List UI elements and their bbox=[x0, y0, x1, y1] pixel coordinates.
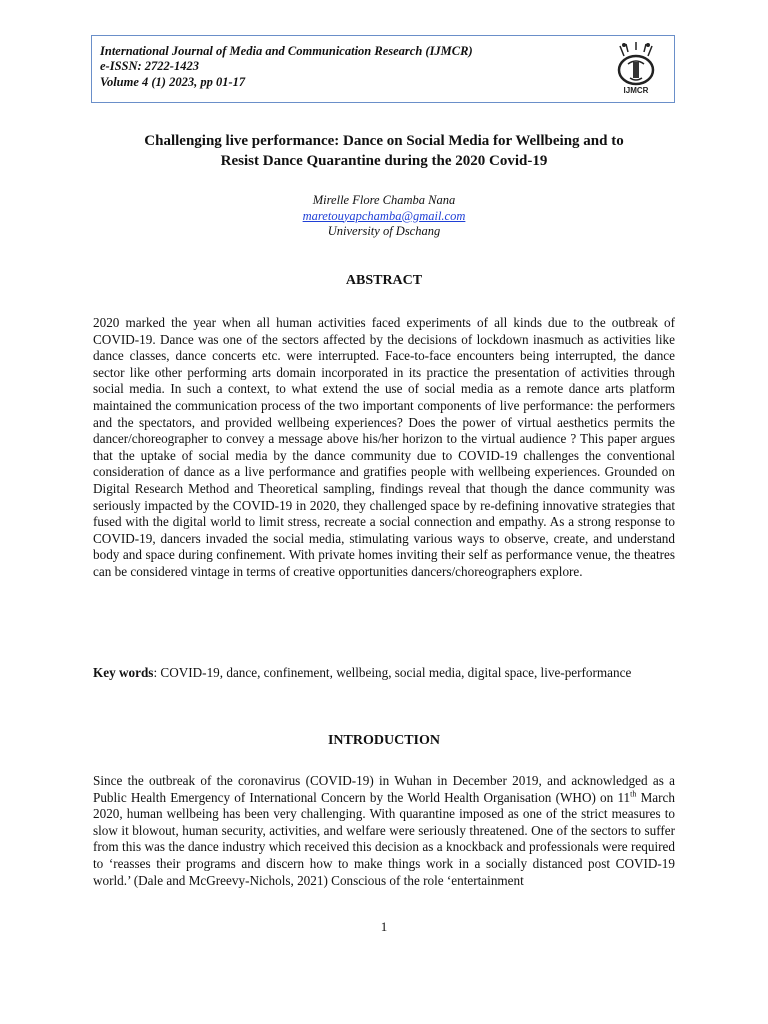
paper-title-line-2: Resist Dance Quarantine during the 2020 Covid-19 bbox=[220, 153, 548, 169]
introduction-text-part-2: March 2020, human wellbeing has been very challenging. With quarantine imposed as one of the strict measures to slow it blowout, human security, activities, and welfare were seriously threatened. One of the sectors to suffer from this was the dance industry which received this decision as a knockback and professionals were required to ‘reasses their programs and discern how to make things work in a socially distanced post COVID-19 world.’ (Dale and McGreevy-Nichols, 2021) Conscious of the role ‘entertainment bbox=[93, 789, 675, 888]
journal-name: International Journal of Media and Communication Research (IJMCR) bbox=[100, 44, 473, 58]
ordinal-superscript: th bbox=[630, 789, 637, 799]
introduction-heading: INTRODUCTION bbox=[327, 733, 440, 748]
page-number: 1 bbox=[380, 919, 388, 934]
paper-title-line-1: Challenging live performance: Dance on Social Media for Wellbeing and to bbox=[144, 133, 624, 149]
journal-logo bbox=[606, 40, 666, 98]
author-block bbox=[200, 193, 568, 240]
keywords-label: Key words bbox=[93, 665, 154, 680]
journal-issn: e-ISSN: 2722-1423 bbox=[100, 59, 199, 73]
author-email-link[interactable]: maretouyapchamba@gmail.com bbox=[302, 208, 466, 223]
abstract-paragraph: 2020 marked the year when all human activities faced experiments of all kinds due to the outbreak of COVID-19. Dance was one of the sectors affected by the decisions of lockdown inasmuch as activities like dance classes, dance concerts etc. were interrupted. Face-to-face encounters being interrupted, the dance sector like other performing arts domain incorporated in its practice the presentation of activities through social media. In such a context, to what extend the use of social media as a remote dance arts platform maintained the communication process of the two important components of live performance: the performers and the spectators, and provided wellbeing experiences? Does the power of virtual aesthetics permits the dancer/choreographer to convey a message above his/her horizon to the virtual audience ? This paper argues that the uptake of social media by the dance community due to COVID-19 challenges the conventional consideration of dance as a live performance and gratifies people with wellbeing experiences. Grounded on Digital Research Method and Theoretical sampling, findings reveal that though the dance community was seriously impacted by the COVID-19 in 2020, they challenged space by re-defining innovative strategies that fused with the digital world to limit stress, recreate a social connection and empathy. As a strong response to COVID-19, dancers invaded the social media, stimulating various ways to observe, create, and understand body and space during confinement. With private homes inviting their self as performance venue, the theatres can be considered vintage in terms of creative opportunities dancers/choreographers explore. bbox=[93, 315, 675, 579]
journal-header bbox=[91, 35, 675, 103]
paper-title bbox=[80, 131, 688, 171]
keywords-paragraph bbox=[93, 665, 675, 682]
abstract-heading: ABSTRACT bbox=[345, 273, 423, 288]
logo-text: IJMCR bbox=[623, 86, 649, 95]
introduction-text-part-1: Since the outbreak of the coronavirus (COVID-19) in Wuhan in December 2019, and acknowledged as a Public Health Emergency of International Concern by the World Health Organisation (WHO) on 11 bbox=[93, 773, 675, 805]
introduction-paragraph bbox=[93, 773, 675, 889]
journal-volume: Volume 4 (1) 2023, pp 01-17 bbox=[100, 75, 246, 89]
author-name: Mirelle Flore Chamba Nana bbox=[312, 193, 456, 207]
keywords-list: : COVID-19, dance, confinement, wellbeing, social media, digital space, live-performance bbox=[153, 665, 632, 680]
author-affiliation: University of Dschang bbox=[327, 224, 441, 238]
